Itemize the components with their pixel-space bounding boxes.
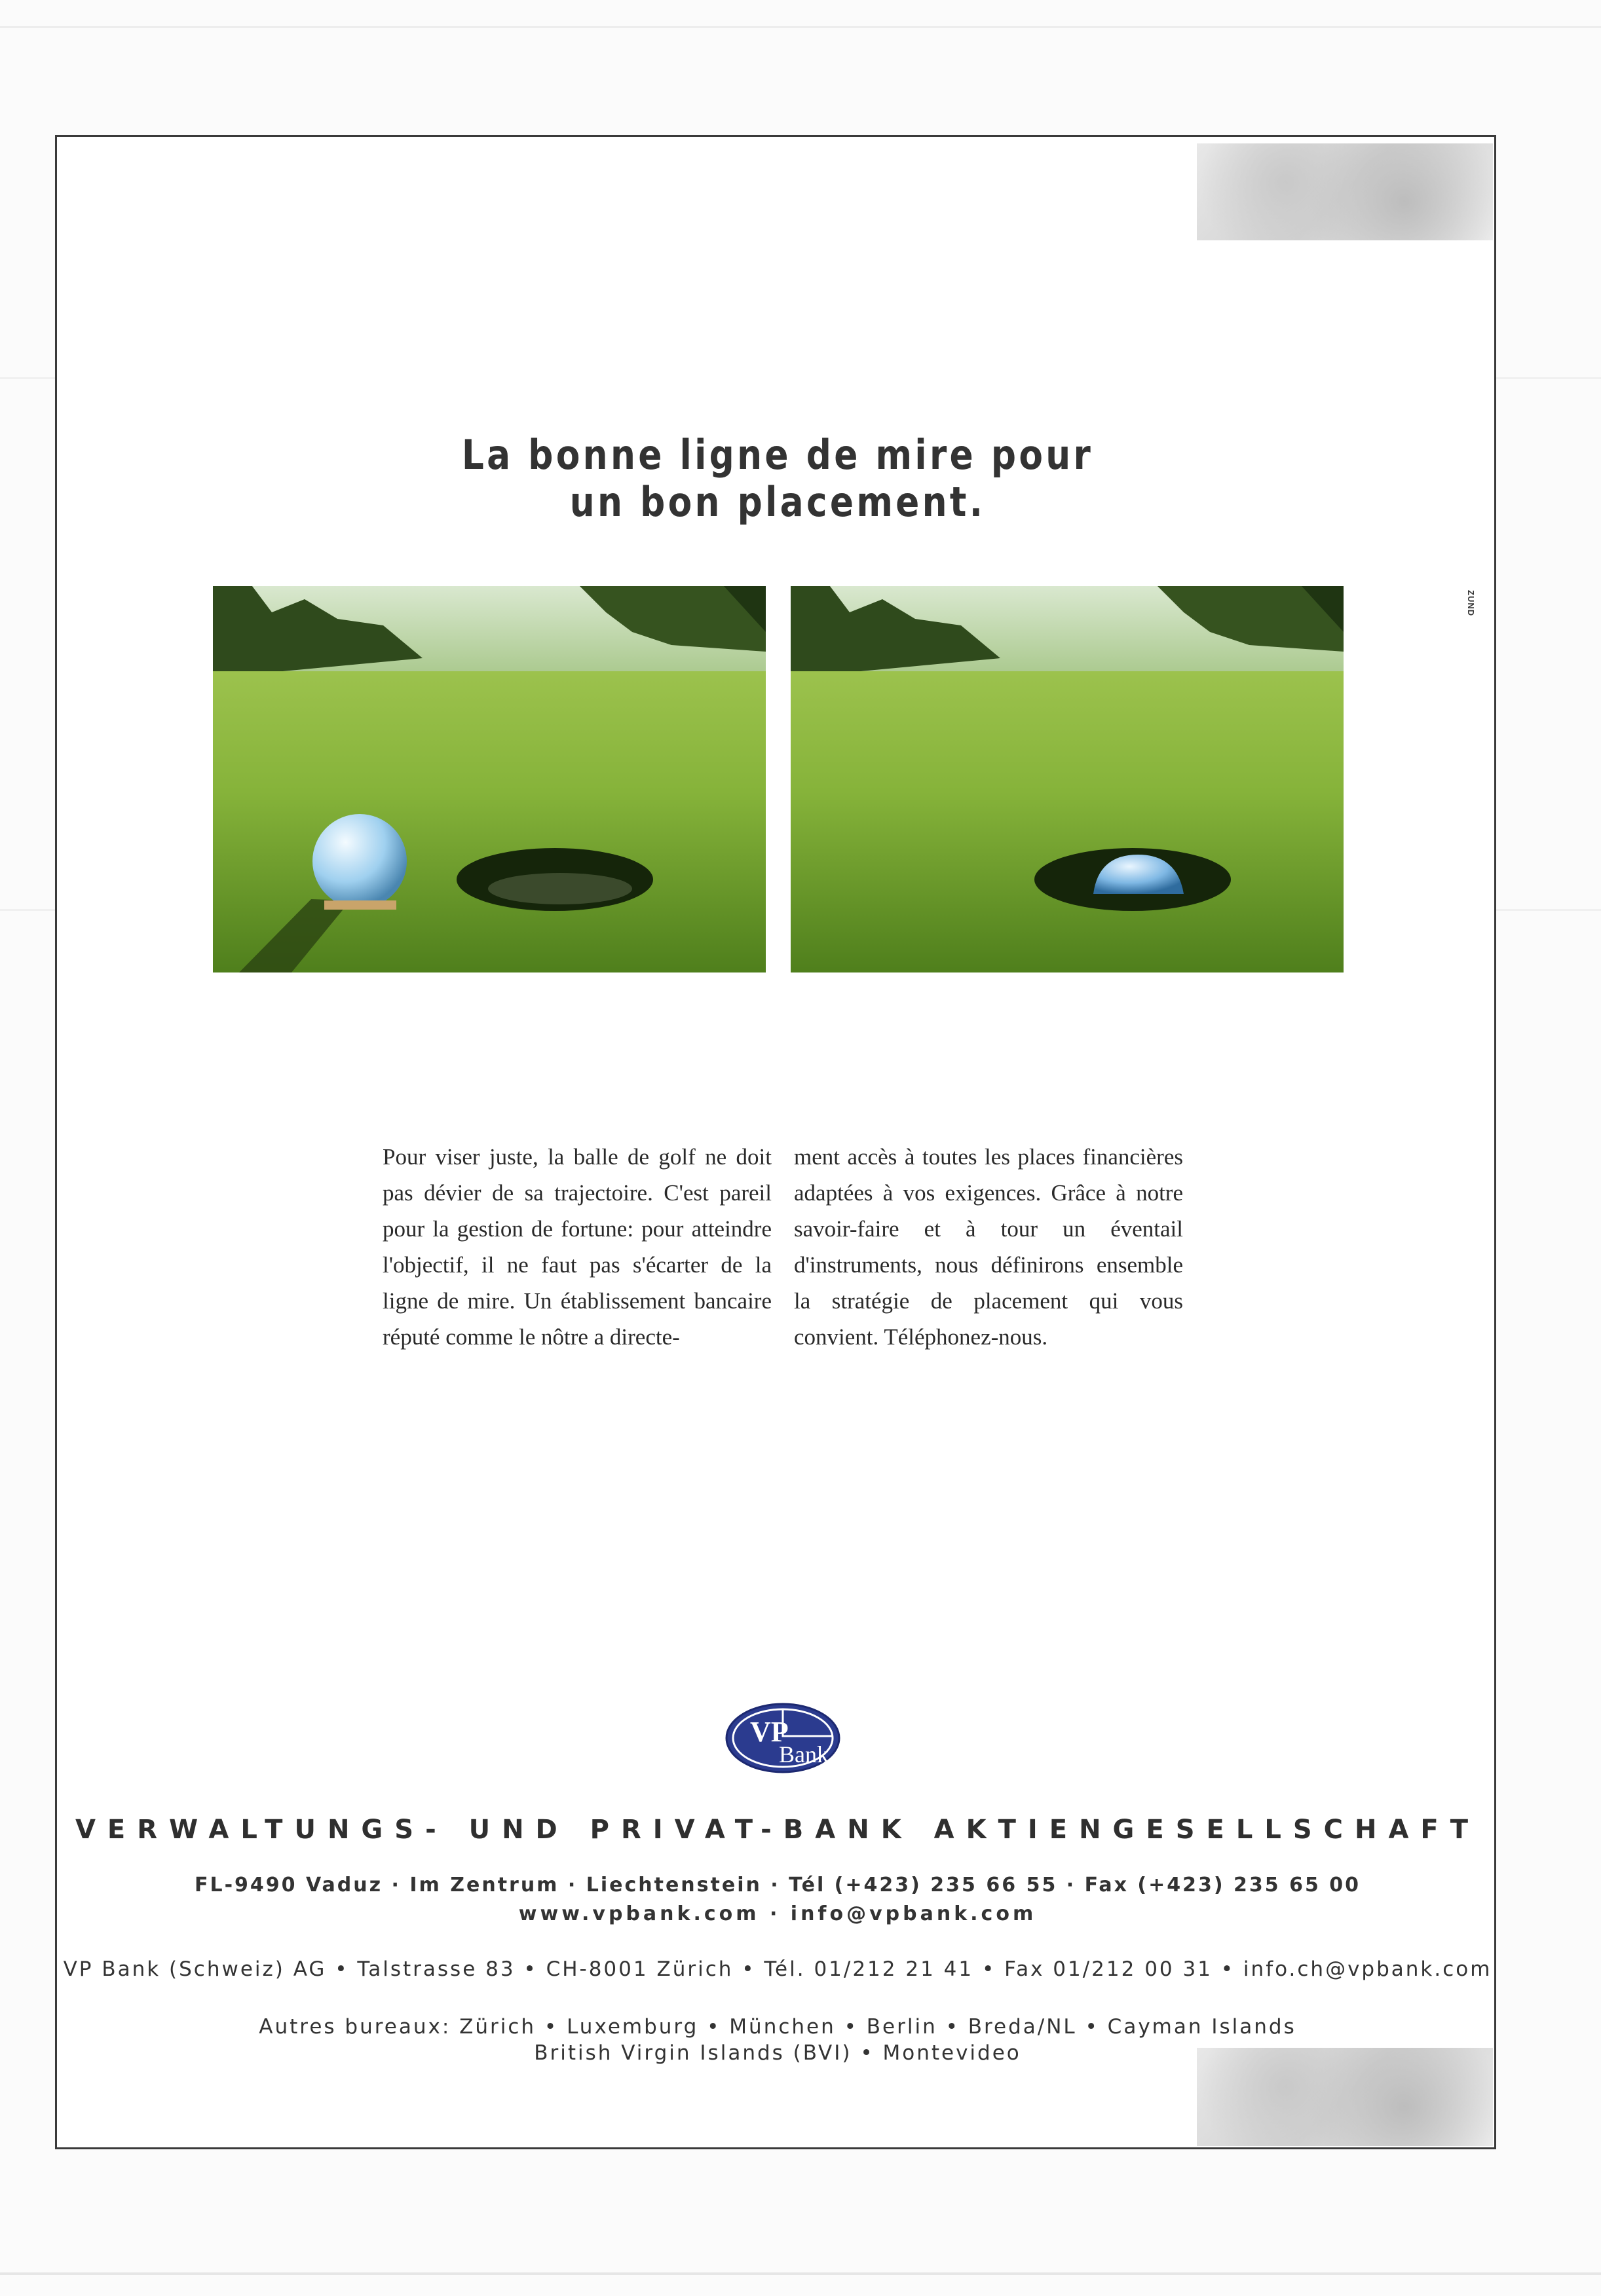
headline-line-1: La bonne ligne de mire pour <box>461 431 1094 479</box>
headquarters-address: FL-9490 Vaduz · Im Zentrum · Liechtenstein · Tél (+423) 235 66 55 · Fax (+423) 235 65 00 <box>194 1874 1361 1897</box>
body-text-column-2: ment accès à toutes les places financières adaptées à vos exigences. Grâce à notre savoir-faire et à tour un éventail d'instruments, nous définirons ensemble la stratégie de placement qui vous convient. Téléphonez-nous. <box>794 1144 1183 1350</box>
photo-golf-ball-beside-hole <box>213 586 766 972</box>
photo-credit: ZUND <box>1466 590 1476 617</box>
photo-golf-ball-dropping-into-hole <box>791 586 1344 972</box>
svg-text:VP: VP <box>750 1716 789 1748</box>
svg-text:Bank: Bank <box>779 1741 829 1768</box>
other-offices-line-1: Autres bureaux: Zürich • Luxemburg • München • Berlin • Breda/NL • Cayman Islands <box>259 2015 1296 2039</box>
other-offices-line-2: British Virgin Islands (BVI) • Montevideo <box>534 2041 1021 2065</box>
body-text-column-1: Pour viser juste, la balle de golf ne doit pas dévier de sa trajectoire. C'est pareil pour la gestion de fortune: pour atteindre l'objectif, il ne faut pas s'écarter de la ligne de mire. Un établissement bancaire réputé comme le nôtre a directe- <box>383 1144 772 1350</box>
marble-texture-top <box>1197 143 1493 240</box>
vp-bank-logo <box>724 1702 842 1774</box>
headline-line-2: un bon placement. <box>569 478 986 526</box>
company-name: VERWALTUNGS- UND PRIVAT-BANK AKTIENGESELLSCHAFT <box>75 1815 1480 1845</box>
web-and-email: www.vpbank.com · info@vpbank.com <box>518 1902 1037 1925</box>
marble-texture-bottom <box>1197 2048 1493 2146</box>
scan-edge-top <box>0 26 1601 28</box>
advertisement-page <box>55 135 1496 2149</box>
swiss-office-line: VP Bank (Schweiz) AG • Talstrasse 83 • CH-8001 Zürich • Tél. 01/212 21 41 • Fax 01/212 00 31 • info.ch@vpbank.com <box>63 1957 1492 1981</box>
scan-edge-bottom <box>0 2272 1601 2275</box>
headline <box>158 432 1397 526</box>
